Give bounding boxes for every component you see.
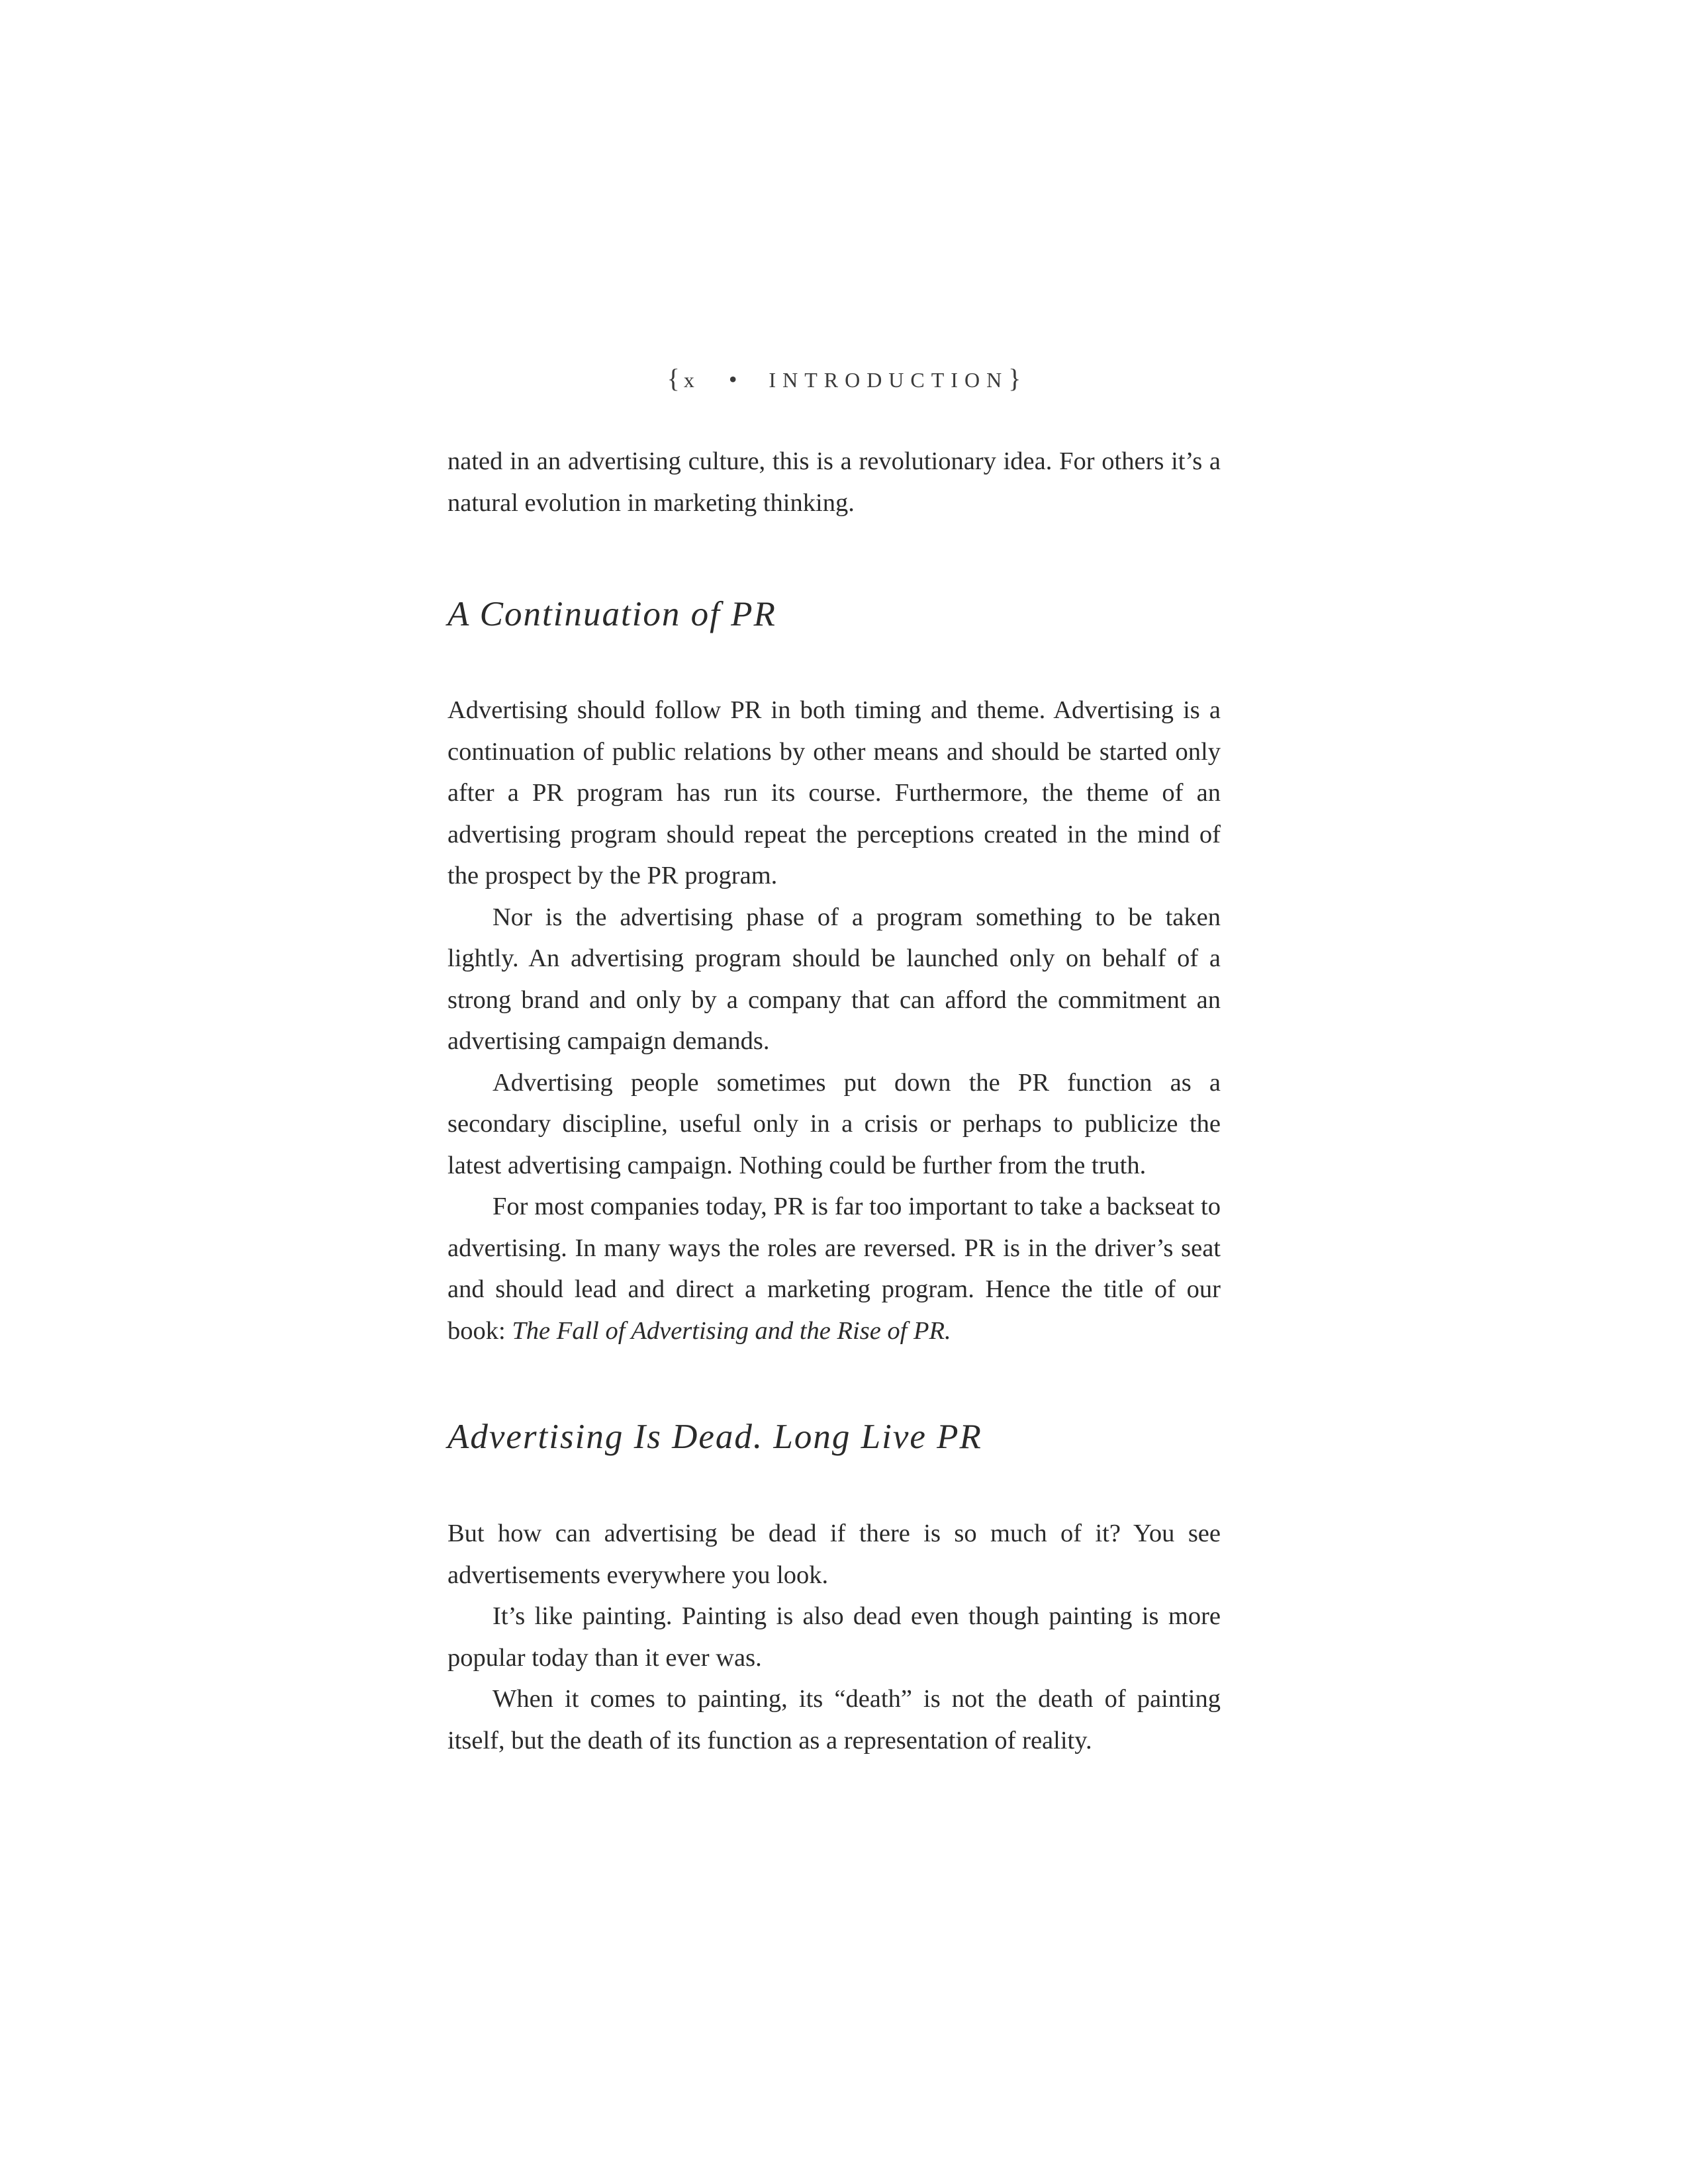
- book-title: The Fall of Advertising and the Rise of PR.: [512, 1316, 951, 1345]
- intro-continuation-block: [447, 441, 1221, 523]
- body-paragraph-text: For most companies today, PR is far too important to take a backseat to advertising. In many ways the roles are reversed. PR is in the driver’s seat and should lead and direct a marketing program. Hence the title of our book:: [447, 1193, 1221, 1345]
- body-paragraph: It’s like painting. Painting is also dead even though painting is more popular today than it ever was.: [447, 1602, 1221, 1672]
- running-head-brace-open: {: [667, 363, 680, 393]
- section-heading-continuation: A Continuation of PR: [447, 595, 776, 633]
- running-head-section: INTRODUCTION: [769, 368, 1009, 392]
- body-paragraph: But how can advertising be dead if there is so much of it? You see advertisements everywhere you look.: [447, 1520, 1221, 1589]
- section-dead-body: [447, 1513, 1221, 1761]
- running-head-bullet: •: [728, 366, 737, 392]
- body-paragraph: When it comes to painting, its “death” is not the death of painting itself, but the death of its function as a representation of reality.: [447, 1685, 1221, 1754]
- body-paragraph: Advertising people sometimes put down the PR function as a secondary discipline, useful only in a crisis or perhaps to publicize the latest advertising campaign. Nothing could be further from the truth.: [447, 1068, 1221, 1179]
- body-paragraph: nated in an advertising culture, this is a revolutionary idea. For others it’s a natural evolution in marketing thinking.: [447, 447, 1221, 517]
- body-paragraph: Nor is the advertising phase of a program something to be taken lightly. An advertising program should be launched only on behalf of a strong brand and only by a company that can afford the commitment an advertising campaign demands.: [447, 903, 1221, 1055]
- body-paragraph: Advertising should follow PR in both timing and theme. Advertising is a continuation of public relations by other means and should be started only after a PR program has run its course. Furthermore, the theme of an advertising program should repeat the perceptions created in the mind of the prospect by the PR program.: [447, 696, 1221, 889]
- body-paragraph: [447, 1186, 1221, 1351]
- section-heading-dead: Advertising Is Dead. Long Live PR: [447, 1418, 982, 1456]
- page-number: x: [683, 368, 694, 392]
- section-continuation-body: [447, 690, 1221, 1351]
- running-head-brace-close: }: [1008, 363, 1021, 393]
- running-head: [0, 363, 1688, 394]
